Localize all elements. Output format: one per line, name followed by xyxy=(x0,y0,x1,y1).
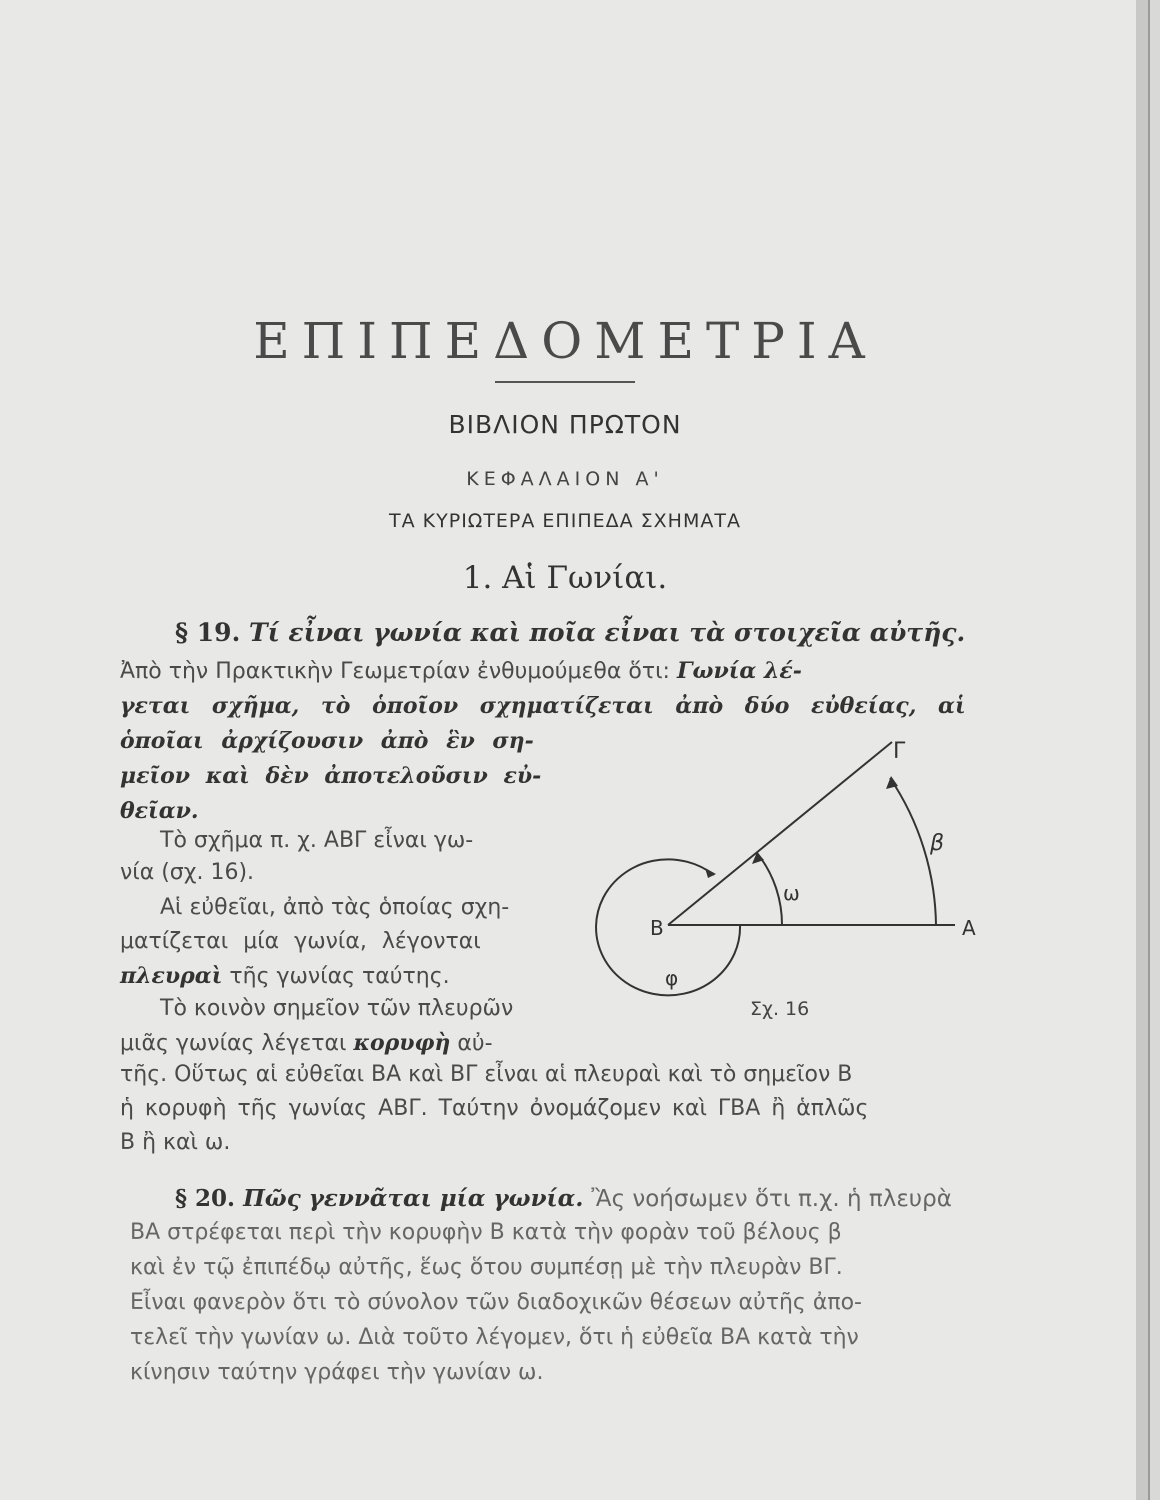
paragraph-19-title: Τί εἶναι γωνία καὶ ποῖα εἶναι τὰ στοιχεῖα αὐτῆς. xyxy=(249,618,966,647)
p19-line-13: τῆς. Οὕτως αἱ εὐθεῖαι ΒΑ καὶ ΒΓ εἶναι αἱ πλευραὶ καὶ τὸ σημεῖον Β xyxy=(120,1062,853,1087)
p20-line-5: τελεῖ τὴν γωνίαν ω. Διὰ τοῦτο λέγομεν, ὅτι ἡ εὐθεῖα ΒΑ κατὰ τὴν xyxy=(130,1325,859,1350)
paragraph-19-heading xyxy=(175,618,965,647)
figure-caption: Σχ. 16 xyxy=(750,998,810,1020)
p19-line-9: ματίζεται μία γωνία, λέγονται xyxy=(120,929,481,954)
p19-line-1-text: Ἀπὸ τὴν Πρακτικὴν Γεωμετρίαν ἐνθυμούμεθα ὅτι: xyxy=(120,659,670,684)
arrow-head-outer xyxy=(705,868,716,878)
paragraph-19-number: § 19. xyxy=(175,618,241,647)
p19-line-4: μεῖον καὶ δὲν ἀποτελοῦσιν εὐ- xyxy=(120,763,542,789)
p19-line-2: γεται σχῆμα, τὸ ὁποῖον σχηματίζεται ἀπὸ δύο εὐθείας, αἱ xyxy=(120,693,966,719)
p19-line-11: Τὸ κοινὸν σημεῖον τῶν πλευρῶν xyxy=(160,996,514,1021)
p20-line-6: κίνησιν ταύτην γράφει τὴν γωνίαν ω. xyxy=(130,1360,544,1385)
p20-line-1-text: Ἂς νοήσωμεν ὅτι π.χ. ἡ πλευρὰ xyxy=(591,1186,952,1212)
p19-line-8: Αἱ εὐθεῖαι, ἀπὸ τὰς ὁποίας σχη- xyxy=(160,895,510,920)
p19-line-10 xyxy=(120,963,450,989)
paragraph-20-title: Πῶς γεννᾶται μία γωνία. xyxy=(243,1185,584,1212)
p19-line-3: ὁποῖαι ἀρχίζουσιν ἀπὸ ἓν ση- xyxy=(120,728,534,754)
title-rule xyxy=(495,381,635,383)
chapter-heading: ΚΕΦΑΛΑΙΟΝ Α' xyxy=(466,468,664,490)
subject-heading: ΤΑ ΚΥΡΙΩΤΕΡΑ ΕΠΙΠΕΔΑ ΣΧΗΜΑΤΑ xyxy=(389,510,741,532)
p19-line-10-italic: πλευραὶ xyxy=(120,963,223,989)
p20-line-2: ΒΑ στρέφεται περὶ τὴν κορυφὴν Β κατὰ τὴν φορὰν τοῦ βέλους β xyxy=(130,1220,842,1245)
section-heading: 1. Αἱ Γωνίαι. xyxy=(462,560,668,596)
p19-line-12-end: αὐ- xyxy=(457,1031,493,1056)
page-title: ΕΠΙΠΕΔΟΜΕΤΡΙΑ xyxy=(253,312,877,370)
p20-line-3: καὶ ἐν τῷ ἐπιπέδῳ αὐτῆς, ἕως ὅτου συμπέσῃ μὲ τὴν πλευρὰν ΒΓ. xyxy=(130,1255,843,1280)
p19-line-12-italic: κορυφὴ xyxy=(353,1030,451,1056)
p19-line-7: νία (σχ. 16). xyxy=(120,860,255,885)
p19-line-5: θεῖαν. xyxy=(120,798,199,824)
label-phi: φ xyxy=(665,966,679,990)
p19-line-6: Τὸ σχῆμα π. χ. ΑΒΓ εἶναι γω- xyxy=(160,828,474,853)
paragraph-20-number: § 20. xyxy=(175,1185,236,1212)
p19-line-1 xyxy=(120,658,802,684)
p19-line-12 xyxy=(120,1030,493,1056)
p19-line-15: Β ἢ καὶ ω. xyxy=(120,1130,231,1155)
label-gamma: Γ xyxy=(893,739,906,764)
p20-line-1 xyxy=(175,1185,952,1212)
angle-figure xyxy=(590,725,1000,1030)
ray-BG xyxy=(668,742,892,925)
book-heading: ΒΙΒΛΙΟΝ ΠΡΩΤΟΝ xyxy=(448,410,682,439)
p19-line-10-text: τῆς γωνίας ταύτης. xyxy=(229,964,450,989)
p19-line-14: ἡ κορυφὴ τῆς γωνίας ΑΒΓ. Ταύτην ὀνομάζομεν καὶ ΓΒΑ ἢ ἁπλῶς xyxy=(120,1096,869,1121)
label-B: Β xyxy=(650,916,664,940)
angle-omega-arc xyxy=(757,853,782,925)
label-A: Α xyxy=(962,916,976,940)
paragraph-20-heading xyxy=(175,1185,591,1212)
label-omega: ω xyxy=(783,881,800,905)
page-edge xyxy=(1136,0,1148,1500)
label-beta: β xyxy=(930,831,945,856)
p20-line-4: Εἶναι φανερὸν ὅτι τὸ σύνολον τῶν διαδοχικῶν θέσεων αὐτῆς ἀπο- xyxy=(130,1290,862,1315)
p19-line-12-text: μιᾶς γωνίας λέγεται xyxy=(120,1031,347,1056)
p19-line-1-italic: Γωνία λέ- xyxy=(676,658,802,684)
